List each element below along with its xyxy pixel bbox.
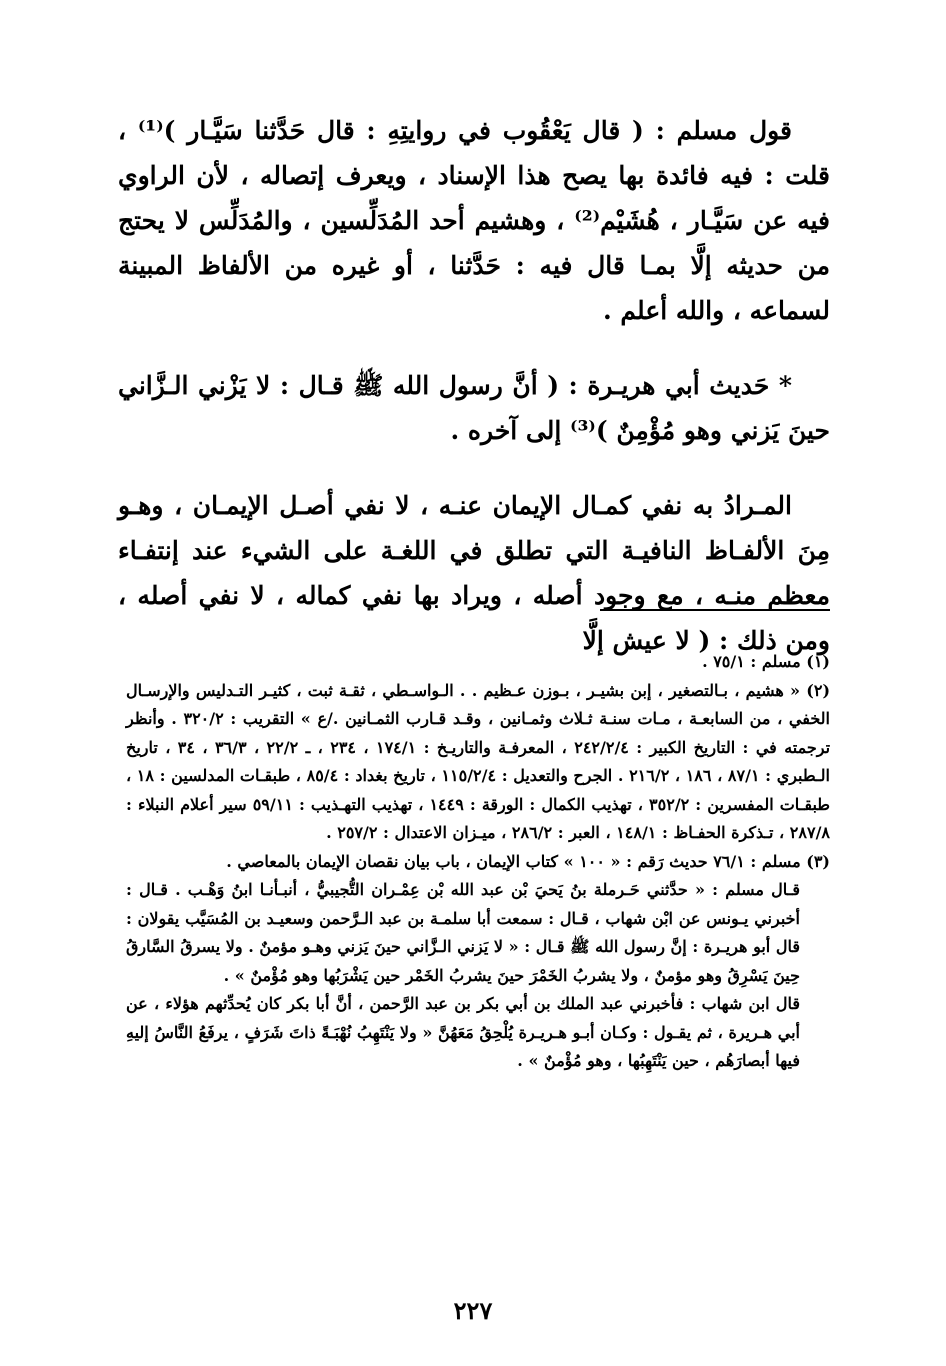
footnote-number: (٣): [806, 851, 830, 871]
footnote-text: مسلم : ٧٦/١ حديث رَقم : « ١٠٠ » كتاب الإيمان ، باب بيان نقصان الإيمان بالمعاصي .: [226, 851, 801, 871]
footnote-2: [126, 677, 830, 848]
footnote-separator: [600, 609, 830, 611]
paragraph-muslim-quote: قول مسلم : ( قال يَعْقُوب في روايتِهِ : قال حَدَّثنا سَيَّـار )⁽¹⁾ ، قلت : فيه فائدة بها يصح هذا الإسناد ، ويعرف إتصاله ، لأن الراوي فيه عن سَيَّـار ، هُشَيْم⁽²⁾ ، وهشيم أحد المُدَلِّسين ، والمُدَلِّس لا يحتج من حديثه إلَّا بمـا قال فيه : حَدَّثنا ، أو غيره من الألفاظ المبينة لسماعه ، والله أعلم .: [118, 116, 830, 325]
footnote-number: (٢): [806, 680, 831, 700]
footnotes: [126, 648, 830, 1076]
footnote-3-quote: قـال مسلم : « حدَّثني حَـرملة بنُ يَحيَ بْن عبد الله بْن عِمْـران التُّجيبيُّ ، أنبـأنـا ابنُ وَهْـب . قـال : أخبرني يـونس عن ابْن شهاب ، قـال : سمعت أبا سلمـة بن عبد الـرَّحمن وسعيـد بن المُسَيَّب يقولان : قال أبو هريـرة : إنَّ رسول الله ﷺ قـال : « لا يَزني الـزَّاني حينَ يَزني وهـو مؤمنٌ . ولا يسرقُ السَّارقُ حِينَ يَسْرِقُ وهو مؤمنٌ ، ولا يشربُ الخَمْرَ حينَ يشربُ الخَمْر حين يَشْرَبُها وهو مُؤْمنٌ » .: [126, 880, 800, 985]
footnote-number: (١): [806, 652, 830, 671]
footnote-3: [126, 848, 830, 877]
footnote-text: « هشيم ، بـالتصغير ، إبن بشيـر ، بـوزن عـظيم . . الـواسـطي ، ثقـة ثبت ، كثيـر التـدليس والإرسـال الخفي ، من السابعـة ، مـات سنـة ثـلاث وثمـانين ، وقـد قـارب الثمـانين ./ع » التقريب : ٣٢٠/٢ . وأنظر ترجمته في : التاريخ الكبير : ٢٤٢/٢/٤ ، المعرفـة والتاريـخ : ١٧٤/١ ، ٢٣٤ ، ـ ٢٢/٢ ، ٣٦/٣ ، ٣٤ ، تاريخ الـطبري : ٨٧/١ ، ١٨٦ ، ٢١٦/٢ . الجرح والتعديل : ١١٥/٢/٤ ، تاريخ بغداد : ٨٥/٤ ، طبقـات المدلسين : ١٨ ، طبقـات المفسرين : ٣٥٢/٢ ، تهذيب الكمال : الورقة : ١٤٤٩ ، تهذيب التهـذيب : ٥٩/١١ سير أعلام النبلاء : ٢٨٧/٨ ، تـذكرة الحفـاظ : ١٤٨/١ ، العبر : ٢٨٦/٢ ، ميـزان الاعتدال : ٢٥٧/٢ .: [126, 680, 831, 842]
paragraph-commentary: المـرادُ به نفي كمـال الإيمان عنـه ، لا نفي أصـل الإيمـان ، وهـو مِنَ الألفـاظ النافيـة التي تطلق في اللغـة على الشيء عند إنتفـاء معظم منـه ، مع وجود أصله ، ويراد بها نفي كماله ، لا نفي أصله ، ومن ذلك : ( لا عيش إلَّا: [118, 491, 830, 655]
footnote-text: مسلم : ٧٥/١ .: [702, 652, 801, 671]
paragraph-hadith-abu-hurayra: * حَديث أبي هريـرة : ( أنَّ رسول الله ﷺ قـال : لا يَزْني الـزَّاني حينَ يَزني وهو مُؤْمِنٌ )⁽³⁾ إلى آخره .: [118, 371, 830, 445]
page-number: ٢٢٧: [453, 1296, 493, 1325]
footnote-3-quote: قال ابن شهاب : فأخبرني عبد الملك بن أبي بكر بن عبد الرَّحمن ، أنَّ أبا بكر كان يُحدِّثهم هؤلاء ، عن أبي هـريرة ، ثم يقـول : وكـان أبـو هـريـرة يُلْحِقُ مَعَهُنَّ « ولا يَنْتَهِبُ نُهْبَـةً ذاتَ شَرَفٍ ، يرفَعُ النَّاسُ إليهِ فيها أبصارَهُم ، حين يَنْتَهِبُها ، وهو مُؤْمنٌ » .: [126, 994, 801, 1070]
main-text: [118, 108, 830, 663]
footnote-1: [126, 648, 830, 677]
footnote-3-body: [126, 876, 830, 1076]
